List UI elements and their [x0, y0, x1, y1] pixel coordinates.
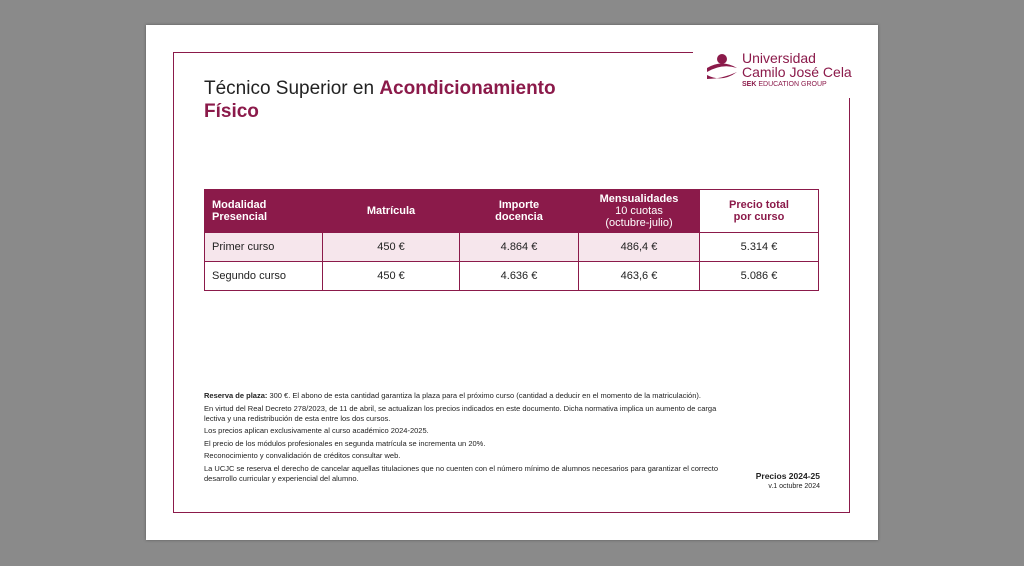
stamp-version: v.1 octubre 2024 — [768, 483, 820, 490]
logo-group — [742, 81, 827, 88]
cell-importe: 4.864 € — [460, 233, 579, 262]
title-accent-line1: Acondicionamiento — [379, 78, 556, 99]
header-precio-line2: por curso — [733, 211, 785, 223]
footnotes — [204, 391, 734, 486]
header-modalidad — [205, 190, 323, 233]
note-reserva-text: 300 €. El abono de esta cantidad garantiza la plaza para el próximo curso (cantidad a deducir en el momento de la matriculación). — [267, 391, 701, 400]
header-matricula: Matrícula — [323, 190, 460, 233]
header-mensualidades-line2: 10 cuotas — [615, 205, 663, 217]
header-precio-total — [700, 190, 819, 233]
title-accent-line2: Físico — [204, 101, 259, 122]
cell-total: 5.086 € — [700, 262, 819, 291]
price-document-page — [146, 25, 878, 540]
note-real-decreto: En virtud del Real Decreto 278/2023, de 11 de abril, se actualizan los precios indicados en este documento. Dicha normativa implica un aumento de carga lectiva y una redistribución de esta entre los dos cursos. — [204, 403, 717, 423]
table-row — [205, 233, 819, 262]
cell-mensualidades: 486,4 € — [579, 233, 700, 262]
table-header-row — [205, 190, 819, 233]
cell-matricula: 450 € — [323, 262, 460, 291]
header-mensualidades-line3: (octubre-julio) — [605, 217, 673, 229]
stamp-title: Precios 2024-25 — [755, 471, 820, 481]
header-modalidad-line1: Modalidad — [212, 199, 267, 211]
header-mensualidades-line1: Mensualidades — [599, 193, 679, 205]
cell-matricula: 450 € — [323, 233, 460, 262]
cell-importe: 4.636 € — [460, 262, 579, 291]
note-cancelacion: La UCJC se reserva el derecho de cancelar aquellas titulaciones que no cuenten con el número mínimo de alumnos necesarios para garantizar el correcto desarrollo curricular y experiencial del alumno. — [204, 463, 719, 483]
logo-line2: Camilo José Cela — [742, 64, 852, 80]
frame-bottom-line — [173, 512, 850, 513]
note-reserva-label: Reserva de plaza: — [204, 391, 268, 400]
logo-group-text: EDUCATION GROUP — [756, 81, 827, 88]
header-precio-line1: Precio total — [729, 199, 789, 211]
page-title — [204, 77, 624, 123]
header-importe — [460, 190, 579, 233]
frame-top-line — [173, 52, 693, 53]
logo-line1: Universidad — [742, 50, 816, 66]
note-reserva — [204, 391, 734, 401]
title-prefix: Técnico Superior en — [204, 78, 380, 99]
note-curso-academico: Los precios aplican exclusivamente al curso académico 2024-2025. — [204, 426, 429, 435]
note-segunda-matricula: El precio de los módulos profesionales en segunda matrícula se incrementa un 20%. — [204, 438, 486, 448]
header-modalidad-line2: Presencial — [212, 211, 268, 223]
cell-curso: Segundo curso — [205, 262, 323, 291]
frame-left-line — [173, 52, 174, 513]
header-importe-line1: Importe — [498, 199, 540, 211]
cell-mensualidades: 463,6 € — [579, 262, 700, 291]
logo-brand: SEK — [742, 81, 757, 88]
university-logo-icon — [706, 53, 738, 81]
table-row — [205, 262, 819, 291]
cell-curso: Primer curso — [205, 233, 323, 262]
price-version-stamp — [756, 471, 820, 490]
header-importe-line2: docencia — [495, 211, 543, 223]
frame-right-line — [849, 98, 850, 513]
cell-total: 5.314 € — [700, 233, 819, 262]
university-logo — [706, 51, 856, 91]
price-table — [204, 189, 819, 291]
header-mensualidades — [579, 190, 700, 233]
note-convalidacion: Reconocimiento y convalidación de créditos consultar web. — [204, 451, 401, 460]
